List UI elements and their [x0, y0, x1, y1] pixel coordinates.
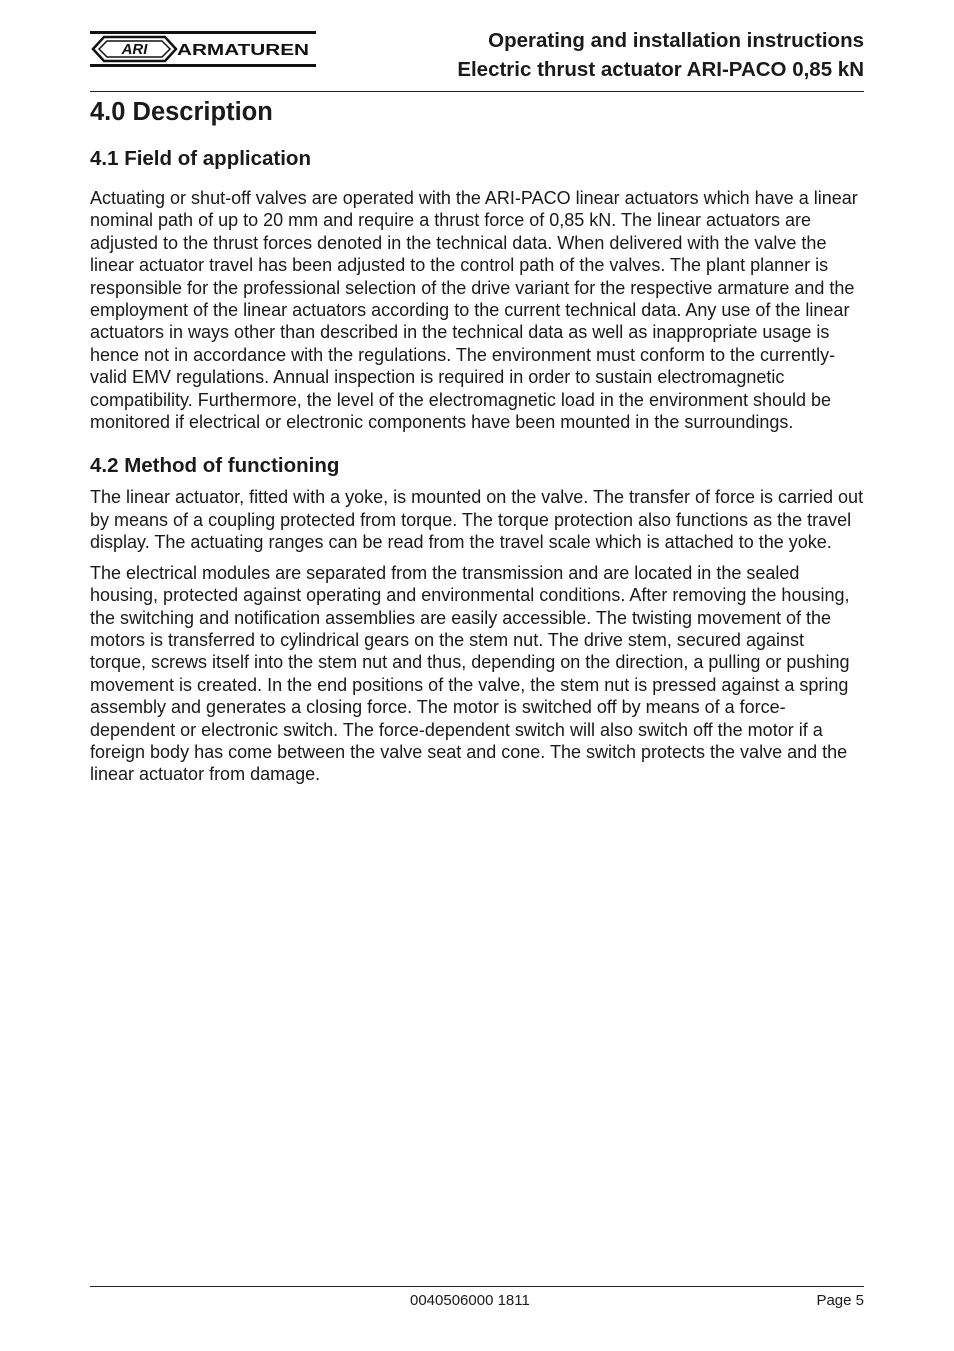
field-of-application-paragraph: Actuating or shut-off valves are operated with the ARI-PACO linear actuators which have a linear nominal path of up to 20 mm and require a thrust force of 0,85 kN. The linear actuators are adjusted to the thrust forces denoted in the technical data. When delivered with the valve the linear actuator travel has been adjusted to the control path of the valves. The plant planner is responsible for the professional selection of the drive variant for the respective armature and the employment of the linear actuators according to the current technical data. Any use of the linear actuators in ways other than described in the technical data as well as inappropriate usage is hence not in accordance with the regulations. The environment must conform to the currently-valid EMV regulations. Annual inspection is required in order to sustain electromagnetic compatibility. Furthermore, the level of the electromagnetic load in the environment should be monitored if electrical or electronic components have been mounted in the surroundings. [90, 188, 858, 433]
page-number: Page 5 [816, 1292, 864, 1309]
document-title [457, 26, 864, 84]
subsection-heading-field-of-application: 4.1 Field of application [90, 147, 311, 170]
ari-logo-icon [90, 34, 316, 64]
header-divider [90, 91, 864, 92]
page-header [90, 26, 864, 92]
subsection-heading-method-of-functioning: 4.2 Method of functioning [90, 454, 340, 478]
section-heading-description: 4.0 Description [90, 98, 273, 126]
method-of-functioning-paragraph-1: The linear actuator, fitted with a yoke, is mounted on the valve. The transfer of force is carried out by means of a coupling protected from torque. The torque protection also functions as the travel display. The actuating ranges can be read from the travel scale which is attached to the yoke. [90, 487, 864, 553]
svg-text:ARMATUREN: ARMATUREN [177, 42, 309, 59]
header-title-line-2: Electric thrust actuator ARI-PACO 0,85 kN [457, 58, 864, 81]
method-of-functioning-paragraph-2: The electrical modules are separated from the transmission and are located in the sealed housing, protected against operating and environmental conditions. After removing the housing, the switching and notification assemblies are easily accessible. The twisting movement of the motors is transferred to cylindrical gears on the stem nut. The drive stem, secured against torque, screws itself into the stem nut and thus, depending on the direction, a pulling or pushing movement is created. In the end positions of the valve, the stem nut is pressed against a spring assembly and generates a closing force. The motor is switched off by means of a force-dependent or electronic switch. The force-dependent switch will also switch off the motor if a foreign body has come between the valve seat and cone. The switch protects the valve and the linear actuator from damage. [90, 562, 850, 785]
header-title-line-1: Operating and installation instructions [488, 29, 864, 52]
footer-divider [90, 1286, 864, 1287]
main-content [90, 146, 864, 786]
svg-text:ARI: ARI [121, 41, 148, 58]
ari-armaturen-logo [90, 31, 316, 67]
document-number: 0040506000 1811 [410, 1292, 530, 1309]
